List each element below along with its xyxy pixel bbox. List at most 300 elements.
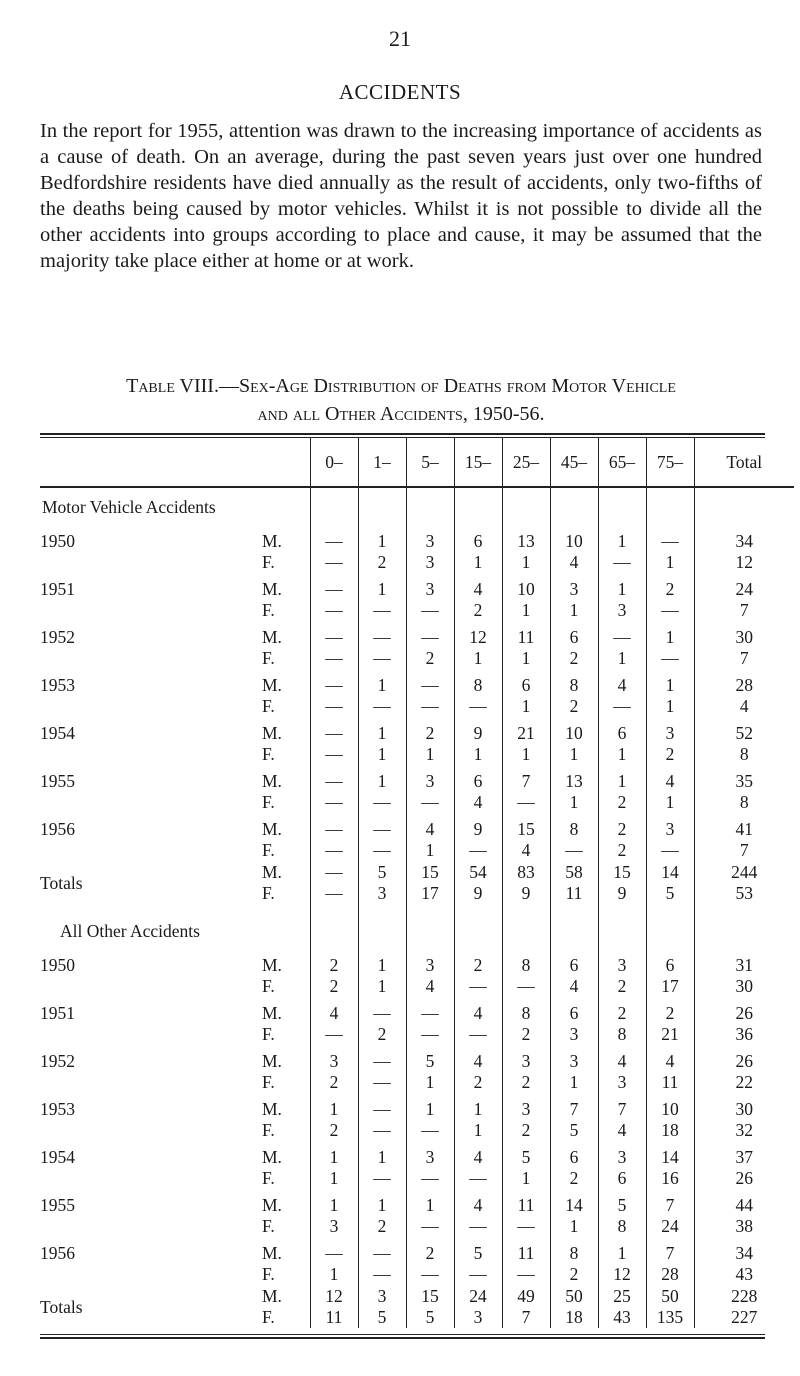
table-cell: — (310, 622, 358, 648)
table-cell: 1 (598, 1238, 646, 1264)
table-cell: 1 (502, 696, 550, 718)
table-cell: — (358, 622, 406, 648)
table-cell: — (310, 766, 358, 792)
table-cell: — (310, 648, 358, 670)
table-row-male (40, 766, 794, 792)
table-cell: 1 (454, 1094, 502, 1120)
table-cell: 2 (454, 950, 502, 976)
table-cell: — (358, 648, 406, 670)
sex-label: M. (262, 675, 282, 695)
table-cell: 8 (550, 814, 598, 840)
year-label: 1951 (40, 579, 75, 599)
table-cell: 2 (310, 1120, 358, 1142)
table-cell: 15 (502, 814, 550, 840)
table-cell: 8 (550, 670, 598, 696)
table-cell: — (406, 1264, 454, 1286)
table-cell: 1 (406, 1190, 454, 1216)
table-cell: 4 (454, 998, 502, 1024)
table-cell: 14 (646, 1142, 694, 1168)
table-cell: — (454, 1264, 502, 1286)
table-cell: 1 (310, 1094, 358, 1120)
table-cell: 1 (406, 840, 454, 862)
table-cell: 2 (310, 976, 358, 998)
table-cell: 12 (598, 1264, 646, 1286)
totals-row-male (40, 862, 794, 883)
table-cell: — (310, 840, 358, 862)
page-heading: ACCIDENTS (338, 80, 462, 104)
table-cell: 6 (550, 1142, 598, 1168)
table-cell: — (598, 622, 646, 648)
table-cell: — (310, 862, 358, 883)
table-cell: 7 (694, 600, 794, 622)
sex-label: F. (262, 1216, 275, 1236)
sex-label: M. (262, 1195, 282, 1215)
table-cell: 1 (502, 552, 550, 574)
table-cell: 9 (454, 814, 502, 840)
table-cell: 227 (694, 1307, 794, 1328)
table-cell: 228 (694, 1286, 794, 1307)
table-cell: — (454, 1024, 502, 1046)
table-cell: 3 (646, 814, 694, 840)
table-cell: 1 (310, 1168, 358, 1190)
table-cell: 3 (550, 1046, 598, 1072)
table-cell: 2 (550, 1168, 598, 1190)
column-header: 0– (310, 438, 358, 487)
sex-label: F. (262, 552, 275, 572)
table-cell: — (406, 1168, 454, 1190)
table-cell: 15 (406, 862, 454, 883)
table-cell: 8 (598, 1024, 646, 1046)
table-cell: 4 (694, 696, 794, 718)
table-cell: 1 (598, 526, 646, 552)
table-cell: 35 (694, 766, 794, 792)
table-cell: 3 (550, 574, 598, 600)
table-cell: 1 (598, 744, 646, 766)
table-cell: 11 (550, 883, 598, 904)
sex-label: F. (262, 1120, 275, 1140)
table-cell: — (454, 696, 502, 718)
table-cell: 1 (406, 1072, 454, 1094)
table-cell: 1 (406, 1094, 454, 1120)
table-cell: 2 (454, 1072, 502, 1094)
table-cell: 18 (646, 1120, 694, 1142)
table-cell: — (646, 600, 694, 622)
table-cell: 1 (406, 744, 454, 766)
table-cell: — (358, 1094, 406, 1120)
table-cell: 3 (550, 1024, 598, 1046)
table-cell: — (310, 814, 358, 840)
table-cell: 4 (454, 792, 502, 814)
table-bottom-rule (40, 1337, 765, 1339)
table-cell: 4 (598, 1046, 646, 1072)
table-cell: 24 (694, 574, 794, 600)
table-row-female (40, 1120, 794, 1142)
table-cell: — (310, 696, 358, 718)
table-cell: 1 (358, 976, 406, 998)
table-row-male (40, 1190, 794, 1216)
table-cell: 43 (694, 1264, 794, 1286)
sex-label: F. (262, 1072, 275, 1092)
year-label: 1950 (40, 531, 75, 551)
table-cell: — (406, 1120, 454, 1142)
sex-label: F. (262, 1168, 275, 1188)
column-header: 5– (406, 438, 454, 487)
table-cell: 1 (646, 622, 694, 648)
table-cell: — (502, 792, 550, 814)
page-number: 21 (389, 26, 411, 51)
table-cell: — (358, 1168, 406, 1190)
table-cell: 5 (454, 1238, 502, 1264)
table-title-line-1: Table VIII.—Sex-Age Distribution of Deaths from Motor Vehicle (126, 375, 676, 397)
sex-label: F. (262, 696, 275, 716)
section-title-row (40, 912, 794, 942)
table-cell: 3 (406, 1142, 454, 1168)
table-cell: 7 (502, 1307, 550, 1328)
table-cell: 7 (646, 1238, 694, 1264)
table-cell: 1 (358, 1142, 406, 1168)
table-cell: 3 (406, 526, 454, 552)
table-cell: 4 (550, 976, 598, 998)
table-cell: 9 (502, 883, 550, 904)
table-cell: 9 (598, 883, 646, 904)
table-row-male (40, 998, 794, 1024)
table-row-male (40, 1238, 794, 1264)
table-cell: 10 (550, 526, 598, 552)
table-row-male (40, 1142, 794, 1168)
table-cell: — (310, 744, 358, 766)
table-cell: 4 (454, 1142, 502, 1168)
table-cell: — (310, 883, 358, 904)
table-cell: 1 (358, 718, 406, 744)
table-cell: 3 (406, 574, 454, 600)
table-cell: 1 (598, 766, 646, 792)
table-cell: — (310, 552, 358, 574)
column-header: 75– (646, 438, 694, 487)
table-cell: — (310, 792, 358, 814)
table-cell: 2 (406, 1238, 454, 1264)
table-cell: 5 (598, 1190, 646, 1216)
table-cell: 2 (646, 574, 694, 600)
table-cell: 2 (646, 744, 694, 766)
table-cell: 4 (310, 998, 358, 1024)
column-header: 1– (358, 438, 406, 487)
table-cell: — (358, 840, 406, 862)
table-cell: 2 (406, 718, 454, 744)
table-cell: 7 (646, 1190, 694, 1216)
table-cell: 2 (310, 1072, 358, 1094)
table-row-male (40, 526, 794, 552)
table-cell: — (358, 792, 406, 814)
table-row-female (40, 744, 794, 766)
table-row-female (40, 976, 794, 998)
table-cell: — (310, 1238, 358, 1264)
table-cell: — (550, 840, 598, 862)
table-cell: 1 (550, 600, 598, 622)
table-cell: 1 (502, 600, 550, 622)
table-cell: — (310, 670, 358, 696)
table-cell: 1 (502, 1168, 550, 1190)
table-cell: 12 (310, 1286, 358, 1307)
sex-label: M. (262, 862, 282, 882)
sex-label: F. (262, 1024, 275, 1044)
table-cell: 15 (598, 862, 646, 883)
table-cell: 15 (406, 1286, 454, 1307)
table-cell: — (358, 1072, 406, 1094)
table-cell: — (406, 696, 454, 718)
table-cell: 3 (310, 1046, 358, 1072)
table-cell: 28 (694, 670, 794, 696)
table-cell: 2 (502, 1024, 550, 1046)
sex-label: F. (262, 744, 275, 764)
year-label: 1956 (40, 1243, 75, 1263)
table-cell: 1 (550, 1216, 598, 1238)
table-cell: 2 (358, 1216, 406, 1238)
year-label: 1950 (40, 955, 75, 975)
table-row-male (40, 950, 794, 976)
table-cell: 2 (550, 1264, 598, 1286)
table-row-female (40, 600, 794, 622)
table-cell: 2 (502, 1072, 550, 1094)
table-cell: 4 (598, 670, 646, 696)
sex-label: M. (262, 531, 282, 551)
section-title: Motor Vehicle Accidents (42, 497, 216, 517)
table-row-female (40, 1168, 794, 1190)
table-cell: 3 (358, 883, 406, 904)
table-cell: 13 (502, 526, 550, 552)
table-cell: 1 (646, 696, 694, 718)
header-blank (40, 438, 262, 487)
table-cell: 2 (550, 648, 598, 670)
table-cell: 49 (502, 1286, 550, 1307)
table-cell: 8 (454, 670, 502, 696)
year-label: 1954 (40, 1147, 75, 1167)
table-cell: 1 (358, 670, 406, 696)
table-cell: 3 (454, 1307, 502, 1328)
year-label: 1952 (40, 1051, 75, 1071)
table-cell: 1 (550, 792, 598, 814)
table-row-male (40, 670, 794, 696)
year-label: 1953 (40, 1099, 75, 1119)
table-cell: 5 (358, 1307, 406, 1328)
table-cell: 5 (358, 862, 406, 883)
table-cell: 21 (646, 1024, 694, 1046)
table-cell: 26 (694, 998, 794, 1024)
table-cell: 24 (454, 1286, 502, 1307)
sex-label: F. (262, 976, 275, 996)
sex-label: M. (262, 1243, 282, 1263)
sex-label: M. (262, 627, 282, 647)
table-cell: 3 (502, 1046, 550, 1072)
section-title-row (40, 487, 794, 518)
spacer-row (40, 942, 794, 950)
table-cell: 3 (406, 950, 454, 976)
table-cell: 34 (694, 526, 794, 552)
table-cell: 135 (646, 1307, 694, 1328)
sex-label: M. (262, 1051, 282, 1071)
table-cell: 58 (550, 862, 598, 883)
table-cell: 9 (454, 883, 502, 904)
table-cell: 13 (550, 766, 598, 792)
table-cell: 36 (694, 1024, 794, 1046)
table-cell: — (454, 840, 502, 862)
table-cell: 38 (694, 1216, 794, 1238)
sex-label: M. (262, 1003, 282, 1023)
table-cell: 25 (598, 1286, 646, 1307)
table-cell: 2 (454, 600, 502, 622)
sex-label: F. (262, 600, 275, 620)
table-cell: 1 (454, 1120, 502, 1142)
table-cell: 2 (358, 552, 406, 574)
table-row-female (40, 1264, 794, 1286)
table-row-male (40, 1046, 794, 1072)
table-row-female (40, 1024, 794, 1046)
table-cell: 3 (358, 1286, 406, 1307)
table-cell: — (646, 840, 694, 862)
table-cell: 10 (646, 1094, 694, 1120)
table-cell: 3 (646, 718, 694, 744)
table-cell: 22 (694, 1072, 794, 1094)
table-cell: 6 (502, 670, 550, 696)
table-cell: 8 (502, 950, 550, 976)
table-cell: 3 (598, 1072, 646, 1094)
table-row-female (40, 648, 794, 670)
table-cell: 6 (454, 526, 502, 552)
table-cell: 6 (454, 766, 502, 792)
table-cell: 1 (358, 744, 406, 766)
year-label: 1951 (40, 1003, 75, 1023)
spacer-row (40, 518, 794, 526)
table-row-female (40, 1072, 794, 1094)
table-cell: 43 (598, 1307, 646, 1328)
sex-label: F. (262, 1307, 275, 1327)
table-title-line-2: and all Other Accidents, 1950-56. (257, 403, 545, 425)
table-cell: — (502, 1216, 550, 1238)
table-cell: 2 (598, 840, 646, 862)
table-cell: 34 (694, 1238, 794, 1264)
table-cell: 1 (502, 744, 550, 766)
sex-label: M. (262, 1286, 282, 1306)
table-title (40, 372, 762, 428)
table-cell: 10 (550, 718, 598, 744)
table-cell: 1 (454, 552, 502, 574)
table-cell: 14 (550, 1190, 598, 1216)
sex-label: F. (262, 648, 275, 668)
sex-label: M. (262, 579, 282, 599)
table-cell: — (358, 696, 406, 718)
year-label: 1955 (40, 1195, 75, 1215)
table-cell: 1 (454, 648, 502, 670)
table-cell: 1 (454, 744, 502, 766)
table-cell: 52 (694, 718, 794, 744)
table-cell: — (406, 792, 454, 814)
table-cell: — (310, 1024, 358, 1046)
totals-label: Totals (40, 1296, 83, 1317)
table-cell: 26 (694, 1046, 794, 1072)
table-cell: 4 (406, 814, 454, 840)
sex-label: M. (262, 955, 282, 975)
table-cell: — (406, 1024, 454, 1046)
table-cell: 2 (406, 648, 454, 670)
sex-label: F. (262, 1264, 275, 1284)
table-cell: — (358, 998, 406, 1024)
table-cell: 3 (598, 950, 646, 976)
totals-row-male (40, 1286, 794, 1307)
table-cell: 7 (694, 648, 794, 670)
table-cell: 54 (454, 862, 502, 883)
table-cell: 14 (646, 862, 694, 883)
table-cell: 4 (454, 574, 502, 600)
table-cell: 7 (502, 766, 550, 792)
sex-label: M. (262, 723, 282, 743)
year-label: 1952 (40, 627, 75, 647)
table-cell: 1 (358, 950, 406, 976)
table-cell: 26 (694, 1168, 794, 1190)
table-cell: — (502, 1264, 550, 1286)
table-header-row (40, 438, 794, 487)
table-cell: 50 (550, 1286, 598, 1307)
table-cell: — (358, 1120, 406, 1142)
table-cell: 44 (694, 1190, 794, 1216)
sex-label: M. (262, 771, 282, 791)
table-cell: 30 (694, 622, 794, 648)
year-label: 1955 (40, 771, 75, 791)
table-cell: 1 (598, 574, 646, 600)
table-cell: 1 (310, 1142, 358, 1168)
table-cell: 30 (694, 1094, 794, 1120)
table-cell: 7 (550, 1094, 598, 1120)
table-cell: 12 (454, 622, 502, 648)
table-cell: — (358, 1238, 406, 1264)
table-cell: 8 (502, 998, 550, 1024)
table-cell: 2 (598, 792, 646, 814)
table-cell: — (598, 696, 646, 718)
table-cell: 4 (454, 1046, 502, 1072)
sex-label: F. (262, 792, 275, 812)
table-cell: — (502, 976, 550, 998)
table-cell: 6 (598, 1168, 646, 1190)
table-cell: 11 (310, 1307, 358, 1328)
table-cell: 9 (454, 718, 502, 744)
table-cell: 10 (502, 574, 550, 600)
table-cell: 2 (598, 976, 646, 998)
table-cell: 1 (358, 766, 406, 792)
table-cell: 3 (406, 552, 454, 574)
table-cell: — (406, 600, 454, 622)
table-cell: 4 (502, 840, 550, 862)
table-row-male (40, 622, 794, 648)
table-cell: — (358, 1264, 406, 1286)
table-cell: 7 (694, 840, 794, 862)
table-cell: 1 (502, 648, 550, 670)
table-cell: 8 (694, 792, 794, 814)
table-cell: — (310, 526, 358, 552)
table-cell: 3 (310, 1216, 358, 1238)
table-cell: 4 (646, 766, 694, 792)
table-cell: 6 (646, 950, 694, 976)
table-cell: — (454, 1168, 502, 1190)
table-cell: 2 (358, 1024, 406, 1046)
table-cell: 1 (358, 574, 406, 600)
table-cell: 28 (646, 1264, 694, 1286)
table-cell: — (454, 1216, 502, 1238)
table-cell: 1 (310, 1264, 358, 1286)
table-cell: 32 (694, 1120, 794, 1142)
table-cell: 2 (646, 998, 694, 1024)
sex-label: F. (262, 840, 275, 860)
sex-label: M. (262, 819, 282, 839)
intro-paragraph: In the report for 1955, attention was drawn to the increasing importance of accidents as a cause of death. On an average, during the past seven years just over one hundred Bedfordshire residents have died annually as the result of accidents, only two-fifths of the deaths being caused by motor vehicles. Whilst it is not possible to divide all the other accidents into groups according to place and cause, it may be assumed that the majority take place either at home or at work. (40, 120, 762, 272)
table-cell: 1 (310, 1190, 358, 1216)
